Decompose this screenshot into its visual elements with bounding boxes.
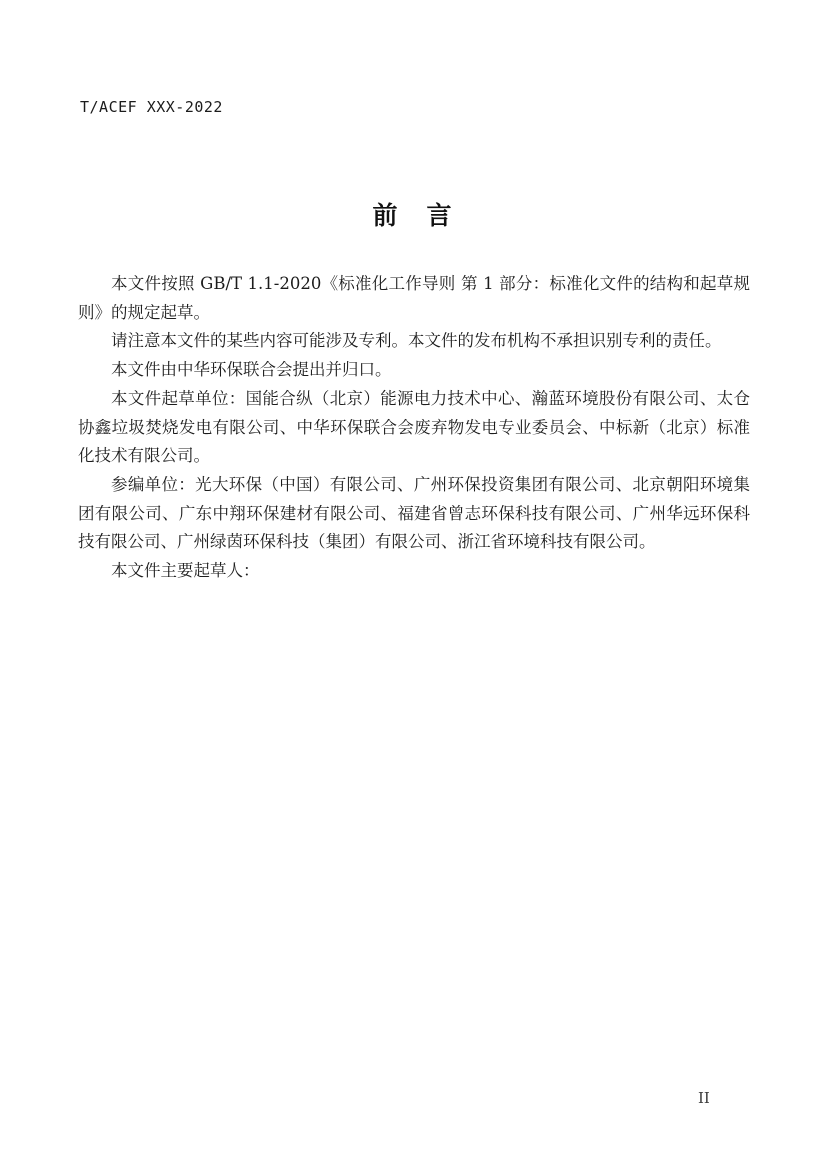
paragraph-drafting-rules: 本文件按照 GB/T 1.1-2020《标准化工作导则 第 1 部分：标准化文件的结构和起草规则》的规定起草。 xyxy=(78,274,750,322)
paragraph-main-drafters: 本文件主要起草人： xyxy=(111,561,260,581)
paragraph-proposing-body: 本文件由中华环保联合会提出并归口。 xyxy=(111,360,392,380)
page-number: II xyxy=(698,1089,710,1107)
paragraph-drafting-organizations: 本文件起草单位：国能合纵（北京）能源电力技术中心、瀚蓝环境股份有限公司、太仓协鑫垃圾焚烧发电有限公司、中华环保联合会废弃物发电专业委员会、中标新（北京）标准化技术有限公司。 xyxy=(78,388,750,466)
paragraph-participating-organizations: 参编单位：光大环保（中国）有限公司、广州环保投资集团有限公司、北京朝阳环境集团有限公司、广东中翔环保建材有限公司、福建省曾志环保科技有限公司、广州华远环保科技有限公司、广州绿茵环保科技（集团）有限公司、浙江省环境科技有限公司。 xyxy=(78,474,750,552)
document-standard-code: T/ACEF XXX-2022 xyxy=(80,98,223,116)
document-body xyxy=(78,270,750,586)
paragraph-patent-notice: 请注意本文件的某些内容可能涉及专利。本文件的发布机构不承担识别专利的责任。 xyxy=(111,331,722,351)
page-title: 前 言 xyxy=(372,201,454,230)
